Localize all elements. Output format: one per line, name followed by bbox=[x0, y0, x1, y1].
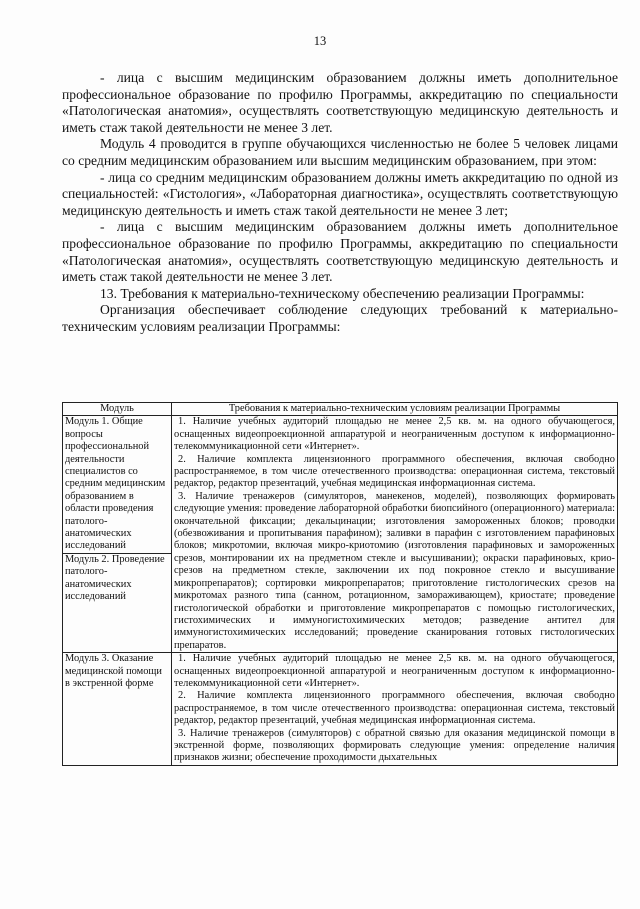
table-row bbox=[63, 653, 618, 766]
header-requirements: Требования к материально-техническим условиям реализации Программы bbox=[172, 403, 618, 416]
requirement-1: 1. Наличие учебных аудиторий площадью не менее 2,5 кв. м. на одного обучающегося, оснащенных видеопроекционной аппаратурой и неограниченным доступом к информационно-телекоммуникационной сети «Интернет». bbox=[174, 653, 615, 689]
requirement-3: 3. Наличие тренажеров (симуляторов) с обратной связью для оказания медицинской помощи в экстренной форме, позволяющих формировать следующие умения: определение наличия признаков жизни; обеспечение проходимости дыхательных bbox=[174, 727, 615, 764]
requirements-cell bbox=[172, 416, 618, 653]
paragraph-6: Организация обеспечивает соблюдение следующих требований к материально-техническим условиям реализации Программы: bbox=[62, 302, 618, 334]
requirement-3: 3. Наличие тренажеров (симуляторов, манекенов, моделей), позволяющих формировать следующие умения: проведение лабораторной обработки биопсийного (операционного) материала: окончательной фиксации; декальцинации; изготовления замороженных блоков; проводки (обезвоживания и пропитывания парафином); заливки в парафин с изготовлением парафиновых блоков; микротомии, включая микро-криотомию (изготовления парафиновых и замороженных срезов, монтировании их на предметном стекле и высушивании); окраски парафиновых, крио-срезов на предметном стекле, заключении их под покровное стекло и высушивание микропрепаратов); сортировки микропрепаратов; приготовление гистологических срезов на микротомах разного типа (санном, ротационном, замораживающем), криостате; проведение гистологической обработки и приготовление микропрепаратов с помощью гистологических, гистохимических и иммуногистохимических методов; разведение антител для иммуногистохимических исследований; проведение сканирования готовых гистологических препаратов. bbox=[174, 490, 615, 651]
requirement-2: 2. Наличие комплекта лицензионного программного обеспечения, включая свободно распространяемое, в том числе отечественного производства: операционная система, текстовый редактор, редактор презентаций, учебная медицинская информационная система. bbox=[174, 453, 615, 490]
requirements-table bbox=[62, 402, 618, 766]
page-number: 13 bbox=[313, 34, 327, 48]
requirement-1: 1. Наличие учебных аудиторий площадью не менее 2,5 кв. м. на одного обучающегося, оснащенных видеопроекционной аппаратурой и неограниченным доступом к информационно-телекоммуникационной сети «Интернет». bbox=[174, 416, 615, 453]
paragraph-3: - лица со средним медицинским образованием должны иметь аккредитацию по одной из специальностей: «Гистология», «Лабораторная диагностика», осуществлять соответствующую медицинскую деятельность и иметь стаж такой деятельности не менее 3 лет; bbox=[62, 169, 618, 218]
header-module: Модуль bbox=[63, 403, 172, 416]
module-1-name: Модуль 1. Общие вопросы профессиональной деятельности специалистов со средним медицинским образованием в области проведения патолого-анатомических исследований bbox=[65, 416, 166, 552]
table-row bbox=[63, 416, 618, 653]
section-13-heading: 13. Требования к материально-техническому обеспечению реализации Программы: bbox=[100, 285, 585, 301]
paragraph-4: - лица с высшим медицинским образованием должны иметь дополнительное профессиональное образование по профилю Программы, аккредитацию по специальности «Патологическая анатомия», осуществлять соответствующую медицинскую деятельность и иметь стаж такой деятельности не менее 3 лет. bbox=[62, 219, 618, 285]
module-cell bbox=[63, 416, 172, 653]
document-body bbox=[62, 70, 618, 336]
table-header-row bbox=[63, 403, 618, 416]
module-3-name: Модуль 3. Оказание медицинской помощи в экстренной форме bbox=[63, 653, 172, 766]
paragraph-1: - лица с высшим медицинским образованием должны иметь дополнительное профессиональное образование по профилю Программы, аккредитацию по специальности «Патологическая анатомия», осуществлять соответствующую медицинскую деятельность и иметь стаж такой деятельности не менее 3 лет. bbox=[62, 70, 618, 135]
paragraph-2: Модуль 4 проводится в группе обучающихся численностью не более 5 человек лицами со средним медицинским образованием или высшим медицинским образованием, при этом: bbox=[62, 136, 618, 168]
requirements-cell bbox=[172, 653, 618, 766]
requirement-2: 2. Наличие комплекта лицензионного программного обеспечения, включая свободно распространяемое, в том числе отечественного производства: операционная система, текстовый редактор, редактор презентаций, учебная медицинская информационная система. bbox=[174, 690, 615, 727]
module-2-name: Модуль 2. Проведение патолого-анатомических исследований bbox=[63, 553, 171, 604]
